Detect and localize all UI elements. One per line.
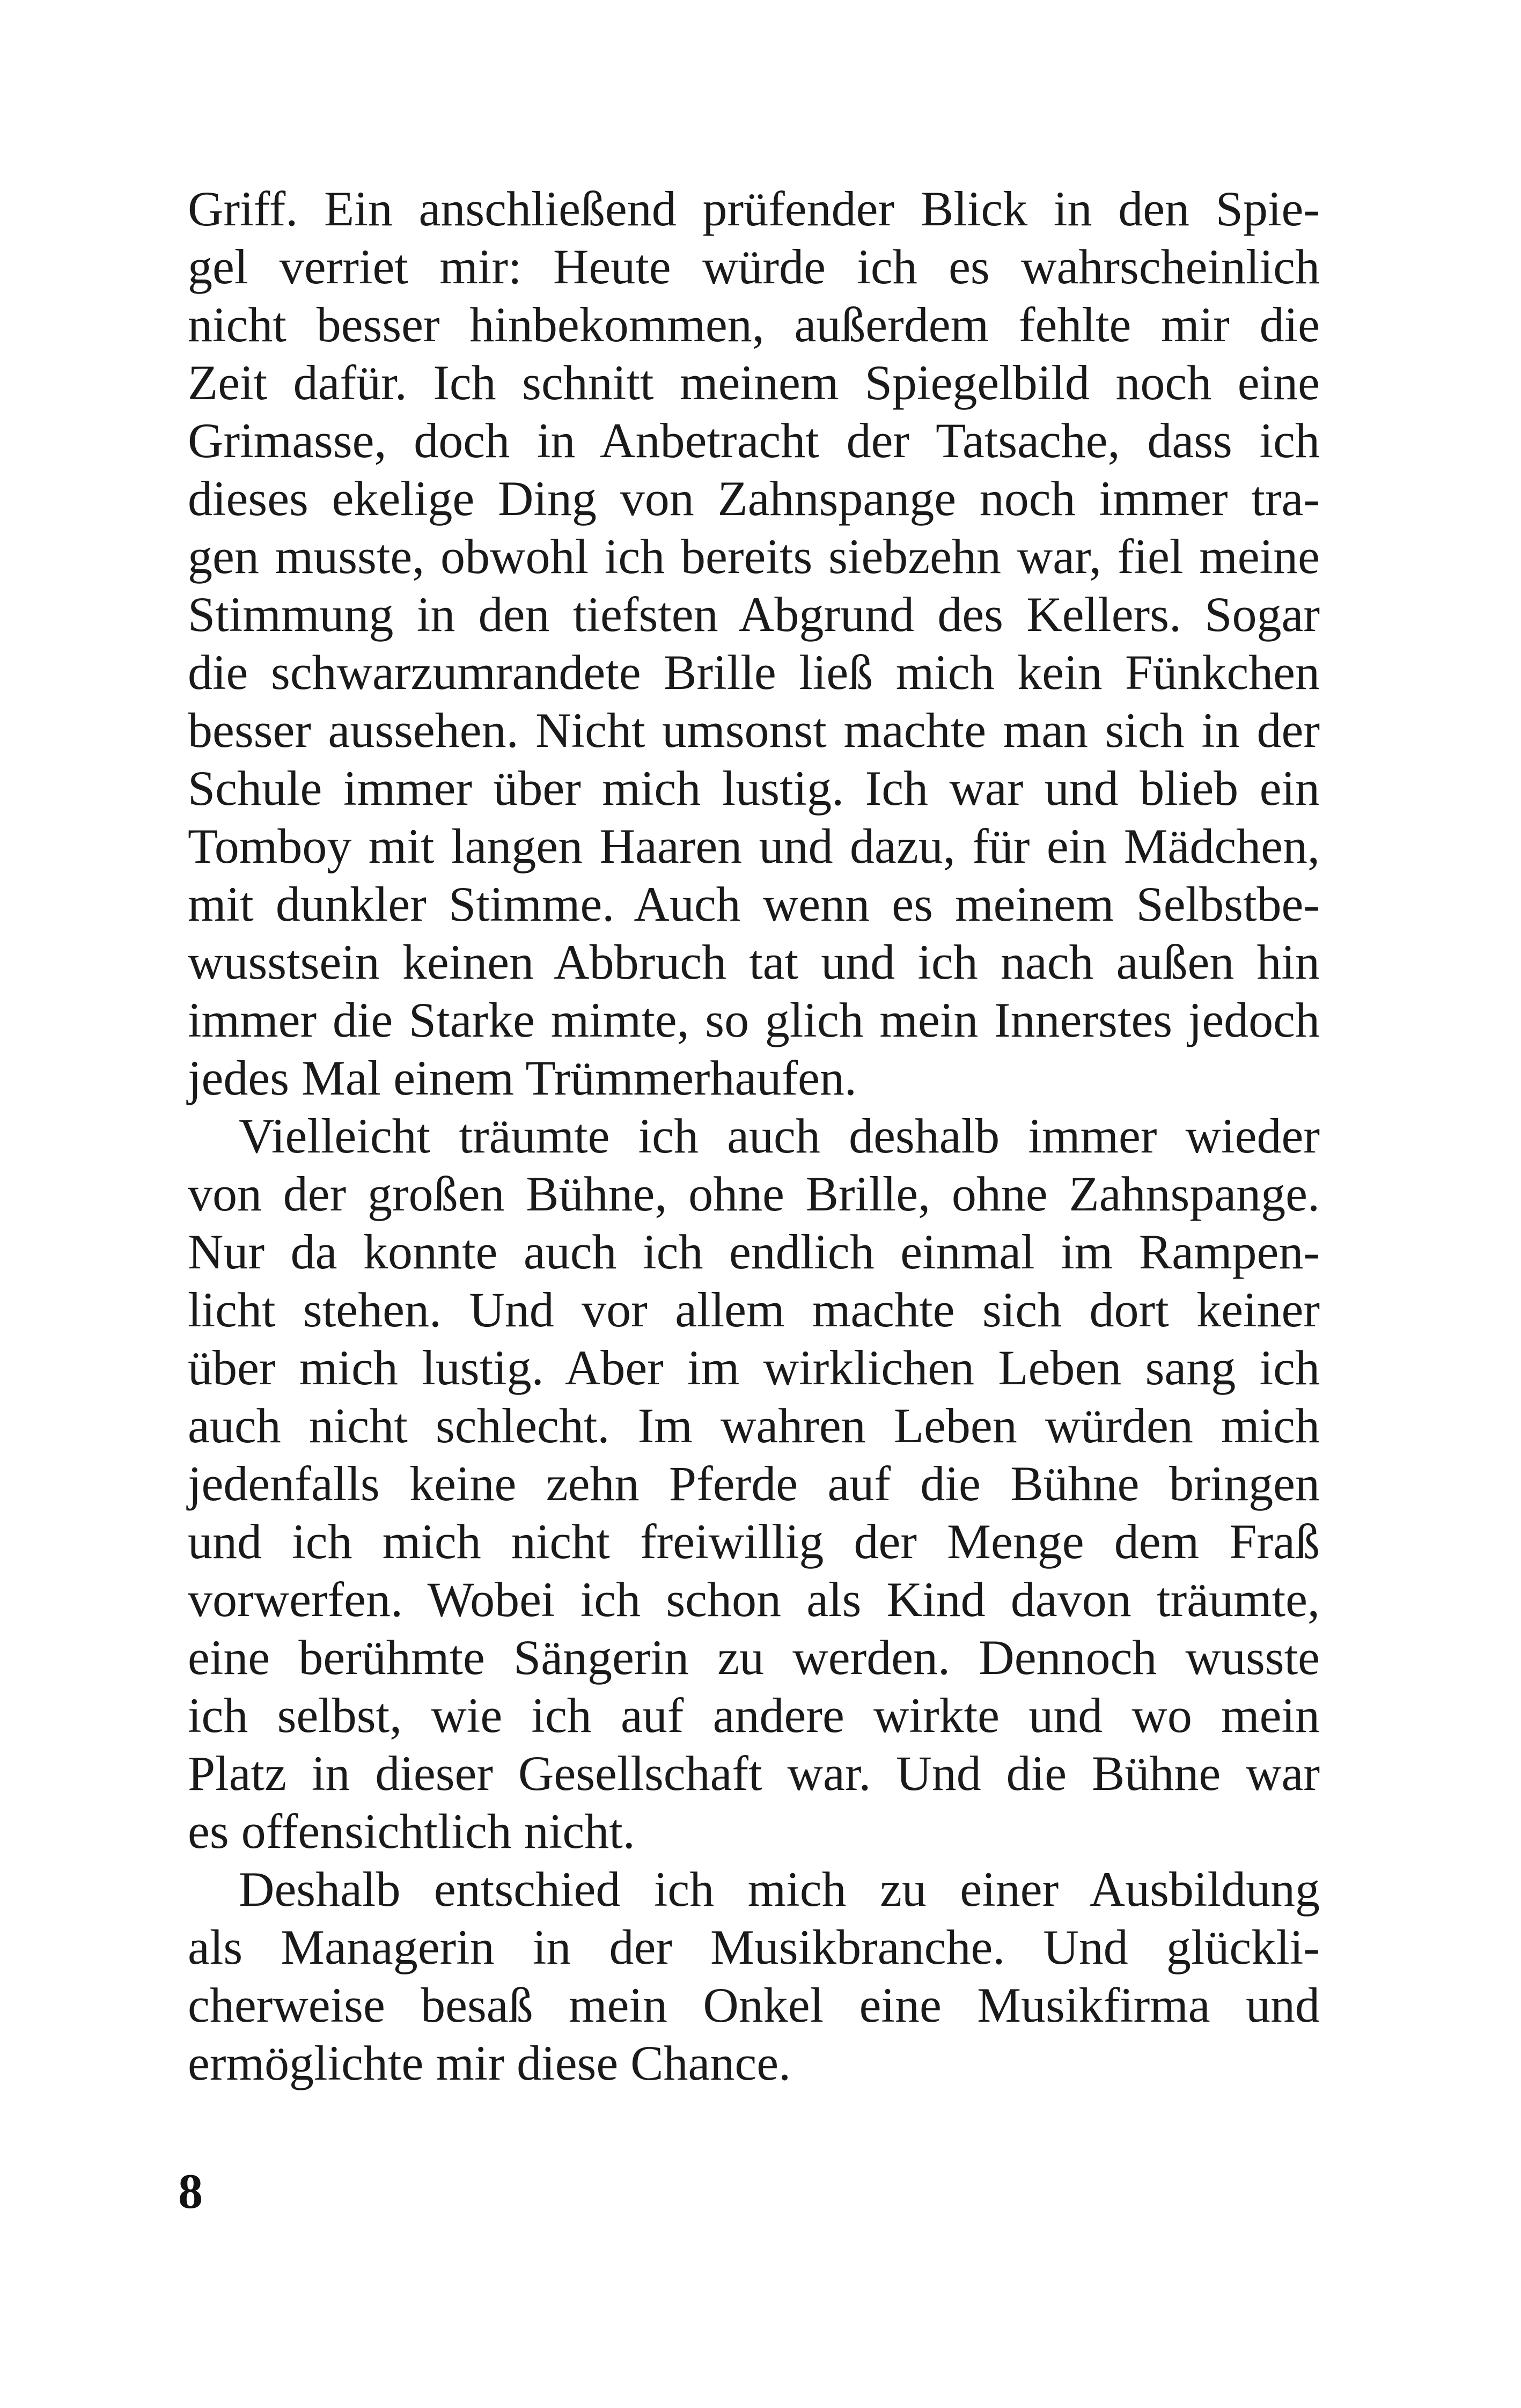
text-line: immer die Starke mimte, so glich mein Innerstes jedoch bbox=[188, 993, 1320, 1047]
text-line: Nur da konnte auch ich endlich einmal im Rampen- bbox=[188, 1224, 1320, 1279]
text-line: die schwarzumrandete Brille ließ mich kein Fünkchen bbox=[188, 645, 1320, 700]
text-line: wusstsein keinen Abbruch tat und ich nach außen hin bbox=[188, 935, 1320, 989]
text-line: Stimmung in den tiefsten Abgrund des Kellers. Sogar bbox=[188, 587, 1320, 642]
text-line: nicht besser hinbekommen, außerdem fehlte mir die bbox=[188, 297, 1320, 352]
text-line: gen musste, obwohl ich bereits siebzehn war, fiel meine bbox=[188, 529, 1320, 584]
text-line: als Managerin in der Musikbranche. Und glückli- bbox=[188, 1920, 1320, 1974]
text-line: Tomboy mit langen Haaren und dazu, für ein Mädchen, bbox=[188, 819, 1320, 873]
text-line: jedes Mal einem Trümmerhaufen. bbox=[188, 1051, 857, 1105]
text-line: cherweise besaß mein Onkel eine Musikfirma und bbox=[188, 1978, 1320, 2032]
text-line: mit dunkler Stimme. Auch wenn es meinem Selbstbe- bbox=[188, 877, 1320, 931]
text-line: Schule immer über mich lustig. Ich war und blieb ein bbox=[188, 761, 1320, 816]
body-text bbox=[188, 180, 1320, 2092]
text-line: Vielleicht träumte ich auch deshalb immer wieder bbox=[239, 1108, 1320, 1163]
text-line: besser aussehen. Nicht umsonst machte man sich in der bbox=[188, 703, 1320, 758]
text-line: ermöglichte mir diese Chance. bbox=[188, 2036, 791, 2090]
text-line: licht stehen. Und vor allem machte sich dort keiner bbox=[188, 1282, 1320, 1337]
text-line: dieses ekelige Ding von Zahnspange noch immer tra- bbox=[188, 471, 1320, 526]
text-line: jedenfalls keine zehn Pferde auf die Bühne bringen bbox=[188, 1456, 1320, 1511]
text-line: Griff. Ein anschließend prüfender Blick in den Spie- bbox=[188, 181, 1320, 236]
text-line: über mich lustig. Aber im wirklichen Leben sang ich bbox=[188, 1340, 1320, 1395]
text-line: Zeit dafür. Ich schnitt meinem Spiegelbild noch eine bbox=[188, 355, 1320, 410]
text-line: vorwerfen. Wobei ich schon als Kind davon träumte, bbox=[188, 1572, 1320, 1627]
text-line: Platz in dieser Gesellschaft war. Und die Bühne war bbox=[188, 1746, 1320, 1801]
text-line: Deshalb entschied ich mich zu einer Ausbildung bbox=[239, 1862, 1320, 1917]
text-line: gel verriet mir: Heute würde ich es wahrscheinlich bbox=[188, 239, 1320, 294]
text-line: auch nicht schlecht. Im wahren Leben würden mich bbox=[188, 1398, 1320, 1453]
text-line: Grimasse, doch in Anbetracht der Tatsache, dass ich bbox=[188, 413, 1320, 468]
text-line: und ich mich nicht freiwillig der Menge dem Fraß bbox=[188, 1514, 1320, 1569]
text-line: von der großen Bühne, ohne Brille, ohne Zahnspange. bbox=[188, 1166, 1320, 1221]
text-line: eine berühmte Sängerin zu werden. Dennoch wusste bbox=[188, 1630, 1320, 1685]
page-number: 8 bbox=[178, 2164, 203, 2219]
text-line: es offensichtlich nicht. bbox=[188, 1804, 635, 1859]
text-line: ich selbst, wie ich auf andere wirkte und wo mein bbox=[188, 1688, 1320, 1743]
